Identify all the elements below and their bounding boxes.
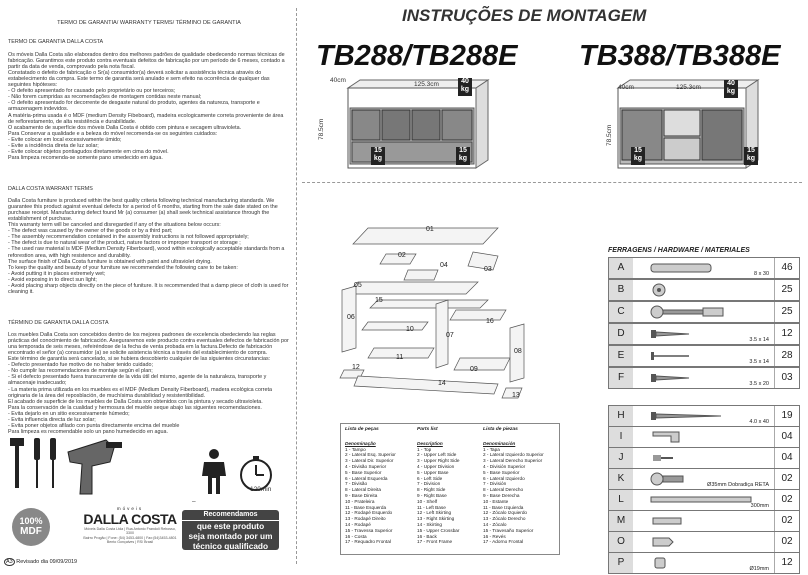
- legend-item: 9 - Right Base: [417, 492, 447, 498]
- hardware-qty: 04: [774, 448, 799, 468]
- hardware-size: 8 x 30: [754, 271, 769, 277]
- legend-item: 16 - Revés: [483, 533, 506, 539]
- cam-lock-icon: [649, 283, 679, 302]
- legend-item: 1 - Top: [417, 446, 432, 452]
- hardware-letter: F: [609, 368, 633, 388]
- legend-item: 5 - Upper Base: [417, 469, 449, 475]
- part-label-05: 05: [354, 282, 362, 289]
- hardware-row-c: [608, 301, 800, 323]
- right-shelf-load-1-unit: kg: [633, 155, 643, 162]
- exploded-view: [338, 208, 598, 420]
- legend-item: 6 - Lateral Esquerda: [345, 475, 388, 481]
- hardware-letter: D: [609, 324, 633, 344]
- warranty-pt: [8, 33, 290, 167]
- hardware-row-i: [608, 426, 800, 448]
- legend-item: 8 - Lateral Direita: [345, 487, 381, 493]
- recommend-line4: técnico qualificado: [192, 541, 269, 551]
- part-10-board: [362, 322, 428, 330]
- legend-item: 9 - Base Direita: [345, 492, 378, 498]
- warranty-pt-body: Os móveis Dalla Costa são elaborados dentro dos melhores padrões de qualidade obedecendo normas técnicas de fabricação. Garantimos este produto contra eventuais defeitos de fabricação por um período de 6 meses, contado a partir da data de venda, comprovado pela nota fiscal. Constatado o defeito de fabricação o Sr(a) consumidor(a) deverá solicitar a assistência técnica através do estabelecimento da compra. Este termo de garantia será anulado e sem efeito na ocorrência de qualquer das seguintes hipóteses: - O defeito apresentado for causado pelo proprietário ou por terceiros; - Não forem cumpridas as recomendações de montagem contidas neste manual; - O defeito apresentado for decorrente de desgaste natural do produto, agentes da natureza, transporte e armazenagem indevidos. A matéria-prima usada é o MDF (medium Density Fibeboard), madeira ecologicamente correta proveniente de área de reflorestamento, de alta resistência e durabilidade. O acabamento de superfície dos móveis Dalla Costa é obtido com pintura e secagem ultravioleta. Para Conservar a qualidade e a beleza do móvel recomenda-se os seguintes cuidados: - Evite colocar em local excessivamente úmido; - Evite a incidência direta de luz solar; - Evite colocar objetos pontiagudos diretamente em cima do móvel. Para limpeza recomenda-se somente pano umedecido em água.: [8, 51, 285, 162]
- hardware-letter: O: [609, 532, 633, 552]
- hardware-qty: 04: [774, 427, 799, 447]
- legend-es: [483, 427, 557, 545]
- legend-es-items: [483, 447, 557, 546]
- page-id: A3: [6, 559, 13, 565]
- legend-item: 13 - Zócalo Derecho: [483, 516, 526, 522]
- part-label-10: 10: [406, 326, 414, 333]
- legend-item: 8 - Right Side: [417, 487, 446, 493]
- legend-en-heading: Parts list: [417, 427, 438, 432]
- left-shelf-load-1-unit: kg: [373, 155, 383, 162]
- part-04-board: [404, 270, 438, 280]
- hardware-row-f: [608, 367, 800, 389]
- legend-item: 17 - Front Frame: [417, 539, 453, 545]
- warranty-pt-title: TERMO DE GARANTIA DALLA COSTA: [8, 39, 104, 46]
- minus-sign: –: [192, 498, 196, 505]
- parts-legend: [340, 423, 560, 555]
- legend-item: 14 - Zócalo: [483, 521, 507, 527]
- hardware-row-a: [608, 257, 800, 279]
- recommend-line1: Recomendamos: [182, 510, 279, 521]
- model-right-name: TB388/TB388E: [579, 40, 781, 72]
- revision-date: Revisado dia 09/09/2019: [16, 559, 78, 565]
- legend-item: 13 - Rodapé Direito: [345, 516, 386, 522]
- recommend-line2: que este produto: [196, 521, 265, 531]
- legend-item: 5 - Base Superior: [345, 469, 382, 475]
- legend-item: 7 - División: [483, 481, 507, 487]
- legend-item: 16 - Costa: [345, 533, 367, 539]
- part-16-board: [450, 310, 506, 320]
- left-shelf-load-2-unit: kg: [458, 155, 468, 162]
- hardware-letter: I: [609, 427, 633, 447]
- person-icon: [196, 448, 232, 496]
- part-label-11: 11: [396, 354, 404, 361]
- screw-icon: [649, 327, 699, 346]
- legend-item: 9 - Base Derecha: [483, 492, 520, 498]
- hardware-qty: 12: [774, 553, 799, 573]
- legend-item: 14 - Skirting: [417, 521, 443, 527]
- hardware-row-m: [608, 510, 800, 532]
- part-label-14: 14: [438, 380, 446, 387]
- right-top-load: [724, 80, 738, 98]
- warranty-es-title: TÉRMINO DE GARANTIA DALLA COSTA: [8, 319, 109, 326]
- hardware-size: 4.0 x 40: [749, 419, 769, 425]
- hardware-row-d: [608, 323, 800, 345]
- legend-item: 15 - Upper Crossbar: [417, 527, 460, 533]
- legend-item: 3 - Upper Right Side: [417, 458, 460, 464]
- hardware-size: 3.5 x 14: [749, 359, 769, 365]
- part-label-01: 01: [426, 226, 434, 233]
- legend-item: 16 - Back: [417, 533, 437, 539]
- part-15-board: [370, 300, 488, 308]
- legend-es-sub: Denominación: [483, 440, 516, 446]
- hardware-qty: 25: [774, 302, 799, 322]
- legend-en-sub: Description: [417, 440, 443, 446]
- left-shelf-load-1-value: 15: [374, 147, 382, 154]
- hardware-row-l: [608, 489, 800, 511]
- legend-es-heading: Lista de piezas: [483, 427, 518, 432]
- legend-pt-sub: Denominação: [345, 440, 376, 446]
- legend-pt-items: [345, 447, 411, 546]
- part-label-09: 09: [470, 366, 478, 373]
- part-label-08: 08: [514, 348, 522, 355]
- hardware-letter: A: [609, 258, 633, 278]
- nail-icon: [649, 349, 699, 368]
- hardware-letter: P: [609, 553, 633, 573]
- legend-en: [417, 427, 483, 545]
- hardware-qty: 12: [774, 324, 799, 344]
- hardware-qty: 03: [774, 368, 799, 388]
- warranty-text: [8, 14, 290, 453]
- hardware-size: Ø19mm: [749, 566, 769, 572]
- hardware-size: 300mm: [750, 503, 769, 509]
- part-label-07: 07: [446, 332, 454, 339]
- part-05-board: [346, 282, 478, 294]
- divider-line: [296, 8, 297, 564]
- mdf-pct: 100%: [19, 516, 43, 526]
- left-shelf-load-2: [456, 147, 470, 165]
- legend-item: 10 - Prateleira: [345, 498, 375, 504]
- legend-item: 6 - Lateral Izquierdo: [483, 475, 525, 481]
- left-depth: 40cm: [330, 77, 346, 84]
- legend-item: 4 - Divisão Superior: [345, 463, 387, 469]
- left-top-load: [458, 78, 472, 96]
- hardware-qty: 02: [774, 490, 799, 510]
- legend-item: 6 - Left Side: [417, 475, 443, 481]
- hardware-row-h: [608, 405, 800, 427]
- legend-item: 13 - Right Skirting: [417, 516, 455, 522]
- left-top-load-value: 40: [461, 78, 469, 85]
- legend-item: 15 - Travesaño Superior: [483, 527, 534, 533]
- legend-item: 3 - Lateral Dir. Superior: [345, 458, 394, 464]
- left-width: 125.3cm: [414, 81, 439, 88]
- legend-item: 7 - Divisão: [345, 481, 368, 487]
- right-shelf-load-2-unit: kg: [746, 155, 756, 162]
- mdf-badge: [12, 508, 50, 546]
- hardware-row-e: [608, 345, 800, 367]
- legend-item: 2 - Lateral Izquierdo Superior: [483, 452, 544, 458]
- part-14-board: [354, 376, 498, 394]
- warranty-en-title: DALLA COSTA WARRANT TERMS: [8, 185, 93, 192]
- part-03-board: [468, 252, 498, 270]
- legend-item: 11 - Left Base: [417, 504, 446, 510]
- brand-small: móveis: [116, 506, 144, 511]
- part-label-06: 06: [347, 314, 355, 321]
- right-depth: 40cm: [618, 84, 634, 91]
- right-height: 78.5cm: [606, 124, 613, 146]
- legend-item: 2 - Upper Left Side: [417, 452, 457, 458]
- mdf-label: MDF: [20, 526, 42, 537]
- cam-bolt-icon: [649, 305, 729, 324]
- legend-item: 14 - Rodapé: [345, 521, 371, 527]
- hardware-qty: 19: [774, 406, 799, 426]
- warranty-en-body: Dalla Costa furniture is produced within the best quality criteria following technical manufacturing standards. We guarantee this product against eventual defects for a period of 6 months, starting from the sale date stated on the purchase receipt. Manufacturing defect found Mr (a) consumer (a) shall seek technical assistance through the establishment of purchase. This warranty term will be canceled and disregarded if any of the situations below occurs: - The defect was caused by the owner of the goods or by a third part; - The assembly recommendation contained in the assembly instructions is not followed appropriately; - The defect is due to natural wear of the product, nature factors or improper transport or storage ; - The used raw material is MDF (Medium Density Fiberboard), wood within ecologically acceptable standards from a reforestion area, with high resistence and durability. The surface finish of Dalla Costa furniture is obtained with paint and ultraviolet drying. To keep the quality and beauty of your furniture we recommended the following care to be taken: - Avoid putting it in places extremely wet; - Avoid exposing in to direct sun light; - Avoid placing sharp objects directly on the piece of funiture. It is recommended that a damp piece of cloth is used for cleaning it.: [8, 197, 289, 296]
- time-label: 120min: [250, 486, 272, 493]
- legend-item: 3 - Lateral Derecho Superior: [483, 458, 543, 464]
- right-top-load-unit: kg: [726, 88, 736, 95]
- hardware-letter: K: [609, 469, 633, 489]
- legend-item: 8 - Lateral Derecho: [483, 487, 524, 493]
- warranty-header: TERMO DE GARANTIA/ WARRANTY TERMS/ TÉRMINO DE GARANTIA: [57, 20, 241, 27]
- left-shelf-load-2-value: 15: [459, 147, 467, 154]
- part-label-13: 13: [512, 392, 520, 399]
- legend-item: 1 - Tampo: [345, 446, 366, 452]
- hardware-letter: L: [609, 490, 633, 510]
- page-title: INSTRUÇÕES DE MONTAGEM: [402, 6, 647, 25]
- hardware-size: 3.5 x 14: [749, 337, 769, 343]
- legend-item: 4 - Upper Division: [417, 463, 455, 469]
- recommend-box: [182, 510, 279, 550]
- legend-item: 7 - Division: [417, 481, 441, 487]
- brand-address: Móveis Dalla Costa Ltda | Rua Antonio Frandoli Rebosso, 3300 Bairro Progão | Fone: (54) 3453-4800 | Fax:(54)3453-4801 Bento Gonçalves | RS/ Brasil: [83, 527, 177, 545]
- warranty-es-body: Los muebles Dalla Costa son concebidos dentro de los mejores padrones de excelencia obedeciendo las reglas prácticas del conocimiento de fabricación. Aseguraremos este producto contra eventuales defectos de fabricación por una temporada de seis meses, refeiréndose de la fecha de venta probada em la factura.Defecto de fabricación encontrado el señor (a) consumidor (a) se solicite asistencia técnica a través del establecimiento de compra. Este término de garantía será cancelado, si se hubiera descobierto cualquier de las siguientes circunstancias: - Defecto presentado fue motivo de no haber tenido cuidado; - No cumplir las recomendaciones de montaje según el plan; - Si el defecto presentado fuera transcurrente de la vida útil del mismo, agente de la naturaleza, transporte y almacenaje inadecuado; - La materia prima utilizada en los muebles es el MDF (Medium Density Fiberboard), madera ecológica correta originaria de la área del reposblación, de muchísima durabilidad y resistentibilidad. El acabado de superficie de los muebles de Dalla Costa son obtenidos con la pintura y secado ultravioleta. Para la conservación de la cualidad y hermosura del mueble seque abajo las siguentes recomendaciones. - Evita dejarlo en un sitio excessivamente húmedo; - Evita influencia directa de luz solar; - Evita poner objetos afilado con punta directamente encima del mueble Para limpeza es recomendable solo un pano humedecido en agua.: [8, 331, 289, 436]
- recommend-line3: seja montado por um: [188, 531, 273, 541]
- hardware-qty: 02: [774, 532, 799, 552]
- legend-item: 2 - Lateral Esq. Superior: [345, 452, 396, 458]
- legend-item: 17 - Requadro Frontal: [345, 539, 391, 545]
- brand-logo: [80, 506, 180, 545]
- hardware-row-b: [608, 279, 800, 301]
- part-label-03: 03: [484, 266, 492, 273]
- legend-item: 10 - Estante: [483, 498, 509, 504]
- hardware-row-k: [608, 468, 800, 490]
- legend-item: 17 - Adorno Frontal: [483, 539, 524, 545]
- legend-pt: [345, 427, 411, 545]
- legend-en-items: [417, 447, 483, 546]
- legend-pt-heading: Lista de peças: [345, 427, 379, 432]
- hardware-qty: 46: [774, 258, 799, 278]
- tools-icon: [6, 432, 126, 504]
- part-09-board: [454, 358, 510, 370]
- hardware-qty: 28: [774, 346, 799, 366]
- hardware-letter: J: [609, 448, 633, 468]
- footer: [4, 559, 77, 565]
- warranty-en: [8, 179, 290, 301]
- legend-item: 11 - Base Esquerda: [345, 504, 387, 510]
- foot-icon: [649, 556, 679, 575]
- brand-name: DALLA COSTA: [83, 511, 177, 527]
- hardware-qty: 02: [774, 511, 799, 531]
- part-label-02: 02: [398, 252, 406, 259]
- hardware-title: FERRAGENS / HARDWARE / MATERIALES: [608, 247, 750, 254]
- warranty-es: [8, 313, 290, 441]
- right-top-load-value: 40: [727, 80, 735, 87]
- part-label-16: 16: [486, 318, 494, 325]
- model-left-name: TB288/TB288E: [316, 40, 518, 72]
- legend-item: 5 - Base Superior: [483, 469, 520, 475]
- hardware-letter: B: [609, 280, 633, 300]
- dowel-icon: [649, 261, 719, 280]
- part-label-15: 15: [375, 297, 383, 304]
- left-height: 78.5cm: [318, 118, 325, 140]
- part-label-12: 12: [352, 364, 360, 371]
- hardware-row-o: [608, 531, 800, 553]
- right-shelf-load-2: [744, 147, 758, 165]
- right-shelf-load-1-value: 15: [634, 147, 642, 154]
- right-width: 125.3cm: [676, 84, 701, 91]
- hardware-letter: H: [609, 406, 633, 426]
- right-shelf-load-2-value: 15: [747, 147, 755, 154]
- part-label-04: 04: [440, 262, 448, 269]
- hardware-qty: 25: [774, 280, 799, 300]
- hardware-size: 3.5 x 20: [749, 381, 769, 387]
- legend-item: 4 - División Superior: [483, 463, 526, 469]
- legend-item: 12 - Zócalo Izquierdo: [483, 510, 528, 516]
- legend-item: 11 - Base Izquierda: [483, 504, 524, 510]
- left-top-load-unit: kg: [460, 86, 470, 93]
- legend-item: 12 - Rodapé Esquerdo: [345, 510, 393, 516]
- hardware-letter: E: [609, 346, 633, 366]
- left-shelf-load-1: [371, 147, 385, 165]
- hardware-row-j: [608, 447, 800, 469]
- screw-icon: [649, 371, 699, 390]
- legend-item: 1 - Tapa: [483, 446, 500, 452]
- hardware-letter: M: [609, 511, 633, 531]
- hardware-qty: 02: [774, 469, 799, 489]
- legend-item: 12 - Left Skirting: [417, 510, 452, 516]
- legend-item: 15 - Travessa Superior: [345, 527, 393, 533]
- right-shelf-load-1: [631, 147, 645, 165]
- hardware-letter: C: [609, 302, 633, 322]
- legend-item: 10 - Shelf: [417, 498, 438, 504]
- hardware-size: Ø35mm Dobradiça RETA: [707, 482, 769, 488]
- h-divider: [302, 182, 802, 183]
